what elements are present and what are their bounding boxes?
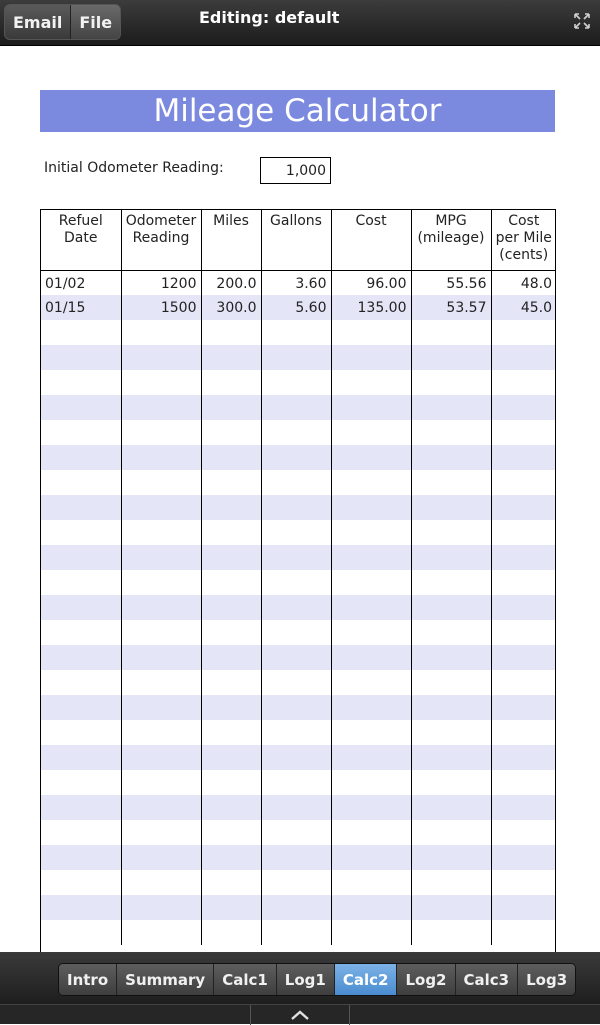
table-cell[interactable]	[41, 320, 121, 345]
table-row	[41, 720, 556, 745]
table-cell[interactable]	[261, 795, 331, 820]
table-cell[interactable]	[121, 770, 201, 795]
table-cell[interactable]	[331, 420, 411, 445]
table-cell[interactable]	[201, 745, 261, 770]
table-row	[41, 770, 556, 795]
table-cell[interactable]	[331, 795, 411, 820]
table-cell[interactable]	[331, 920, 411, 945]
email-button[interactable]: Email	[13, 12, 63, 32]
table-cell[interactable]	[331, 345, 411, 370]
table-cell[interactable]	[41, 470, 121, 495]
column-header-gallons: Gallons	[261, 210, 331, 270]
table-cell[interactable]	[331, 770, 411, 795]
table-cell[interactable]	[41, 520, 121, 545]
table-row	[41, 845, 556, 870]
table-cell[interactable]	[41, 820, 121, 845]
table-cell[interactable]	[491, 820, 556, 845]
table-cell[interactable]	[261, 320, 331, 345]
table-cell[interactable]: 5.60	[261, 295, 331, 320]
table-cell[interactable]	[201, 420, 261, 445]
table-cell[interactable]	[331, 745, 411, 770]
table-cell[interactable]	[201, 670, 261, 695]
table-cell[interactable]	[41, 570, 121, 595]
table-cell[interactable]	[331, 645, 411, 670]
table-cell[interactable]	[41, 595, 121, 620]
table-cell[interactable]	[261, 720, 331, 745]
table-cell[interactable]	[41, 345, 121, 370]
table-row	[41, 420, 556, 445]
table-cell[interactable]	[411, 595, 491, 620]
table-row	[41, 695, 556, 720]
table-cell[interactable]	[491, 745, 556, 770]
table-cell[interactable]	[411, 320, 491, 345]
bottom-tab-bar	[0, 952, 600, 1004]
table-cell[interactable]	[491, 920, 556, 945]
table-cell[interactable]	[121, 670, 201, 695]
table-cell[interactable]	[491, 670, 556, 695]
file-button[interactable]: File	[70, 5, 120, 39]
table-cell[interactable]	[491, 345, 556, 370]
table-cell[interactable]	[491, 845, 556, 870]
calculator-title: Mileage Calculator	[40, 90, 555, 132]
table-cell[interactable]	[411, 570, 491, 595]
tab-intro[interactable]: Intro	[59, 964, 116, 995]
table-cell[interactable]	[491, 420, 556, 445]
table-cell[interactable]	[491, 645, 556, 670]
chevron-up-icon	[290, 1009, 310, 1021]
table-cell[interactable]	[201, 595, 261, 620]
table-cell[interactable]	[201, 495, 261, 520]
table-cell[interactable]: 53.57	[411, 295, 491, 320]
table-cell[interactable]	[411, 645, 491, 670]
table-row	[41, 745, 556, 770]
table-cell[interactable]	[121, 495, 201, 520]
table-cell[interactable]	[411, 670, 491, 695]
table-cell[interactable]	[261, 620, 331, 645]
table-cell[interactable]	[261, 495, 331, 520]
table-cell[interactable]	[41, 720, 121, 745]
table-cell[interactable]	[41, 420, 121, 445]
table-cell[interactable]	[121, 795, 201, 820]
table-cell[interactable]	[121, 420, 201, 445]
table-cell[interactable]	[261, 820, 331, 845]
table-cell[interactable]	[491, 495, 556, 520]
bottom-pull-bar	[0, 1004, 600, 1024]
table-cell[interactable]	[201, 720, 261, 745]
tab-log3[interactable]: Log3	[517, 964, 575, 995]
table-cell[interactable]	[121, 545, 201, 570]
table-cell[interactable]	[41, 845, 121, 870]
table-cell[interactable]	[331, 670, 411, 695]
table-row	[41, 545, 556, 570]
table-cell[interactable]	[491, 470, 556, 495]
table-row	[41, 270, 556, 295]
table-cell[interactable]	[121, 895, 201, 920]
table-cell[interactable]	[261, 895, 331, 920]
table-cell[interactable]	[491, 545, 556, 570]
table-cell[interactable]	[121, 345, 201, 370]
table-cell[interactable]	[121, 595, 201, 620]
table-cell[interactable]: 1200	[121, 270, 201, 295]
table-cell[interactable]	[411, 845, 491, 870]
table-cell[interactable]	[41, 495, 121, 520]
table-cell[interactable]	[201, 320, 261, 345]
table-cell[interactable]	[261, 345, 331, 370]
table-cell[interactable]	[261, 770, 331, 795]
table-cell[interactable]	[261, 545, 331, 570]
table-cell[interactable]	[261, 470, 331, 495]
table-cell[interactable]	[261, 595, 331, 620]
table-cell[interactable]	[201, 895, 261, 920]
table-cell[interactable]: 45.0	[491, 295, 556, 320]
table-cell[interactable]	[491, 320, 556, 345]
initial-odometer-input[interactable]	[260, 157, 331, 184]
table-cell[interactable]	[201, 795, 261, 820]
table-cell[interactable]	[411, 545, 491, 570]
table-cell[interactable]	[261, 445, 331, 470]
column-header-cost-per-mile: Cost per Mile (cents)	[491, 210, 556, 270]
table-cell[interactable]	[261, 670, 331, 695]
table-cell[interactable]: 200.0	[201, 270, 261, 295]
table-cell[interactable]: 01/02	[45, 275, 86, 292]
table-cell[interactable]	[491, 520, 556, 545]
table-cell[interactable]	[331, 870, 411, 895]
table-cell[interactable]: 3.60	[261, 270, 331, 295]
table-cell[interactable]	[331, 470, 411, 495]
table-cell[interactable]	[41, 395, 121, 420]
pull-up-handle[interactable]	[250, 1005, 350, 1025]
tab-calc3[interactable]: Calc3	[455, 964, 518, 995]
top-button-group	[4, 4, 121, 40]
table-cell[interactable]	[41, 670, 121, 695]
table-cell[interactable]	[331, 520, 411, 545]
table-cell[interactable]	[201, 520, 261, 545]
table-row	[41, 670, 556, 695]
table-cell[interactable]	[121, 820, 201, 845]
table-cell[interactable]	[331, 445, 411, 470]
table-cell[interactable]	[121, 320, 201, 345]
table-cell[interactable]: 01/15	[41, 295, 121, 320]
expand-arrows-icon[interactable]	[573, 12, 591, 30]
table-cell[interactable]	[261, 870, 331, 895]
table-cell[interactable]: 1500	[121, 295, 201, 320]
table-cell[interactable]	[121, 445, 201, 470]
table-cell[interactable]	[41, 620, 121, 645]
table-body	[41, 270, 556, 945]
table-cell[interactable]	[201, 645, 261, 670]
table-cell[interactable]	[201, 695, 261, 720]
mileage-log-table	[40, 209, 556, 952]
table-row	[41, 645, 556, 670]
column-header-odometer-reading: Odometer Reading	[121, 210, 201, 270]
table-cell[interactable]	[411, 470, 491, 495]
column-header-mpg: MPG (mileage)	[411, 210, 491, 270]
table-row	[41, 495, 556, 520]
table-row	[41, 620, 556, 645]
table-cell[interactable]	[411, 795, 491, 820]
table-cell[interactable]	[491, 395, 556, 420]
table-cell[interactable]	[491, 770, 556, 795]
table-cell[interactable]	[491, 720, 556, 745]
table-cell[interactable]	[201, 470, 261, 495]
table-cell[interactable]	[491, 370, 556, 395]
tab-calc2[interactable]: Calc2	[334, 964, 397, 995]
table-cell[interactable]	[201, 395, 261, 420]
table-cell[interactable]	[331, 845, 411, 870]
table-cell[interactable]	[411, 345, 491, 370]
table-cell[interactable]	[331, 720, 411, 745]
table-cell[interactable]	[261, 845, 331, 870]
table-cell[interactable]	[411, 720, 491, 745]
table-cell[interactable]	[121, 695, 201, 720]
table-cell[interactable]	[411, 395, 491, 420]
table-row	[41, 470, 556, 495]
table-cell[interactable]	[331, 395, 411, 420]
table-cell[interactable]	[331, 695, 411, 720]
table-cell[interactable]	[41, 895, 121, 920]
table-cell[interactable]	[331, 370, 411, 395]
table-cell[interactable]	[121, 845, 201, 870]
table-cell[interactable]	[331, 895, 411, 920]
table-cell[interactable]	[261, 520, 331, 545]
column-header-cost: Cost	[331, 210, 411, 270]
table-cell[interactable]	[121, 370, 201, 395]
table-cell[interactable]	[411, 820, 491, 845]
tab-log2[interactable]: Log2	[396, 964, 454, 995]
table-cell[interactable]	[261, 420, 331, 445]
table-cell[interactable]	[411, 695, 491, 720]
table-cell[interactable]	[331, 545, 411, 570]
table-cell[interactable]	[411, 420, 491, 445]
table-cell[interactable]	[201, 920, 261, 945]
table-row	[41, 870, 556, 895]
table-row	[41, 895, 556, 920]
table-cell[interactable]	[491, 895, 556, 920]
table-cell[interactable]	[411, 895, 491, 920]
tab-calc1[interactable]: Calc1	[213, 964, 276, 995]
table-cell[interactable]	[121, 620, 201, 645]
table-row	[41, 295, 556, 320]
table-cell[interactable]	[261, 645, 331, 670]
table-row	[41, 795, 556, 820]
table-cell[interactable]	[41, 370, 121, 395]
table-cell[interactable]	[491, 695, 556, 720]
table-cell[interactable]	[411, 520, 491, 545]
table-cell[interactable]	[121, 720, 201, 745]
table-row	[41, 345, 556, 370]
table-header-row	[41, 210, 556, 270]
tab-summary[interactable]: Summary	[116, 964, 213, 995]
table-cell[interactable]	[261, 570, 331, 595]
table-cell[interactable]	[261, 920, 331, 945]
table-cell[interactable]	[121, 745, 201, 770]
table-cell[interactable]	[261, 745, 331, 770]
table-cell[interactable]	[41, 870, 121, 895]
table-cell[interactable]	[331, 595, 411, 620]
table-cell[interactable]	[121, 645, 201, 670]
table-cell[interactable]	[491, 445, 556, 470]
table-row	[41, 570, 556, 595]
table-cell[interactable]	[491, 870, 556, 895]
table-cell[interactable]	[411, 770, 491, 795]
table-cell[interactable]	[491, 620, 556, 645]
tab-log1[interactable]: Log1	[276, 964, 334, 995]
table-cell[interactable]	[411, 495, 491, 520]
table-cell[interactable]	[331, 495, 411, 520]
table-row	[41, 395, 556, 420]
table-row	[41, 370, 556, 395]
table-cell[interactable]: 55.56	[411, 270, 491, 295]
table-row	[41, 920, 556, 945]
table-cell[interactable]: 300.0	[201, 295, 261, 320]
table-cell[interactable]: 96.00	[331, 270, 411, 295]
table-row	[41, 595, 556, 620]
table-cell[interactable]	[201, 445, 261, 470]
table-cell[interactable]	[121, 395, 201, 420]
table-cell[interactable]	[201, 820, 261, 845]
table-cell[interactable]	[261, 695, 331, 720]
table-cell[interactable]	[41, 645, 121, 670]
table-cell[interactable]	[121, 520, 201, 545]
table-cell[interactable]	[331, 320, 411, 345]
table-cell[interactable]	[491, 595, 556, 620]
table-cell[interactable]	[41, 745, 121, 770]
table-cell[interactable]	[201, 870, 261, 895]
column-header-miles: Miles	[201, 210, 261, 270]
table-cell[interactable]	[121, 920, 201, 945]
table-cell[interactable]	[491, 570, 556, 595]
table-row	[41, 820, 556, 845]
table-cell[interactable]	[41, 920, 121, 945]
table-cell[interactable]	[201, 370, 261, 395]
table-cell[interactable]	[411, 370, 491, 395]
table-cell[interactable]	[201, 345, 261, 370]
table-cell[interactable]	[121, 870, 201, 895]
top-toolbar	[0, 0, 600, 46]
table-row	[41, 320, 556, 345]
table-row	[41, 520, 556, 545]
table-cell[interactable]: 48.0	[491, 270, 556, 295]
table-cell[interactable]	[121, 470, 201, 495]
table-cell[interactable]	[261, 370, 331, 395]
table-cell[interactable]	[411, 870, 491, 895]
table-cell[interactable]	[201, 620, 261, 645]
initial-odometer-label: Initial Odometer Reading:	[44, 160, 224, 176]
table-cell[interactable]	[41, 770, 121, 795]
table-cell[interactable]	[491, 795, 556, 820]
table-cell[interactable]	[201, 770, 261, 795]
column-header-refuel-date: Refuel Date	[41, 210, 121, 270]
table-cell[interactable]	[201, 845, 261, 870]
table-cell[interactable]	[331, 620, 411, 645]
table-cell[interactable]	[411, 620, 491, 645]
table-cell[interactable]	[411, 920, 491, 945]
table-cell[interactable]	[411, 445, 491, 470]
tab-group	[58, 963, 576, 996]
table-cell[interactable]	[411, 745, 491, 770]
table-row	[41, 445, 556, 470]
table-cell[interactable]	[261, 395, 331, 420]
table-cell[interactable]	[41, 695, 121, 720]
document-title: Editing: default	[199, 8, 340, 27]
table-cell[interactable]	[41, 795, 121, 820]
table-cell[interactable]	[41, 445, 121, 470]
table-cell[interactable]	[201, 570, 261, 595]
table-cell[interactable]	[201, 545, 261, 570]
table-cell[interactable]	[121, 570, 201, 595]
table-cell[interactable]	[41, 545, 121, 570]
table-cell[interactable]: 135.00	[331, 295, 411, 320]
table-cell[interactable]	[331, 820, 411, 845]
table-cell[interactable]	[331, 570, 411, 595]
